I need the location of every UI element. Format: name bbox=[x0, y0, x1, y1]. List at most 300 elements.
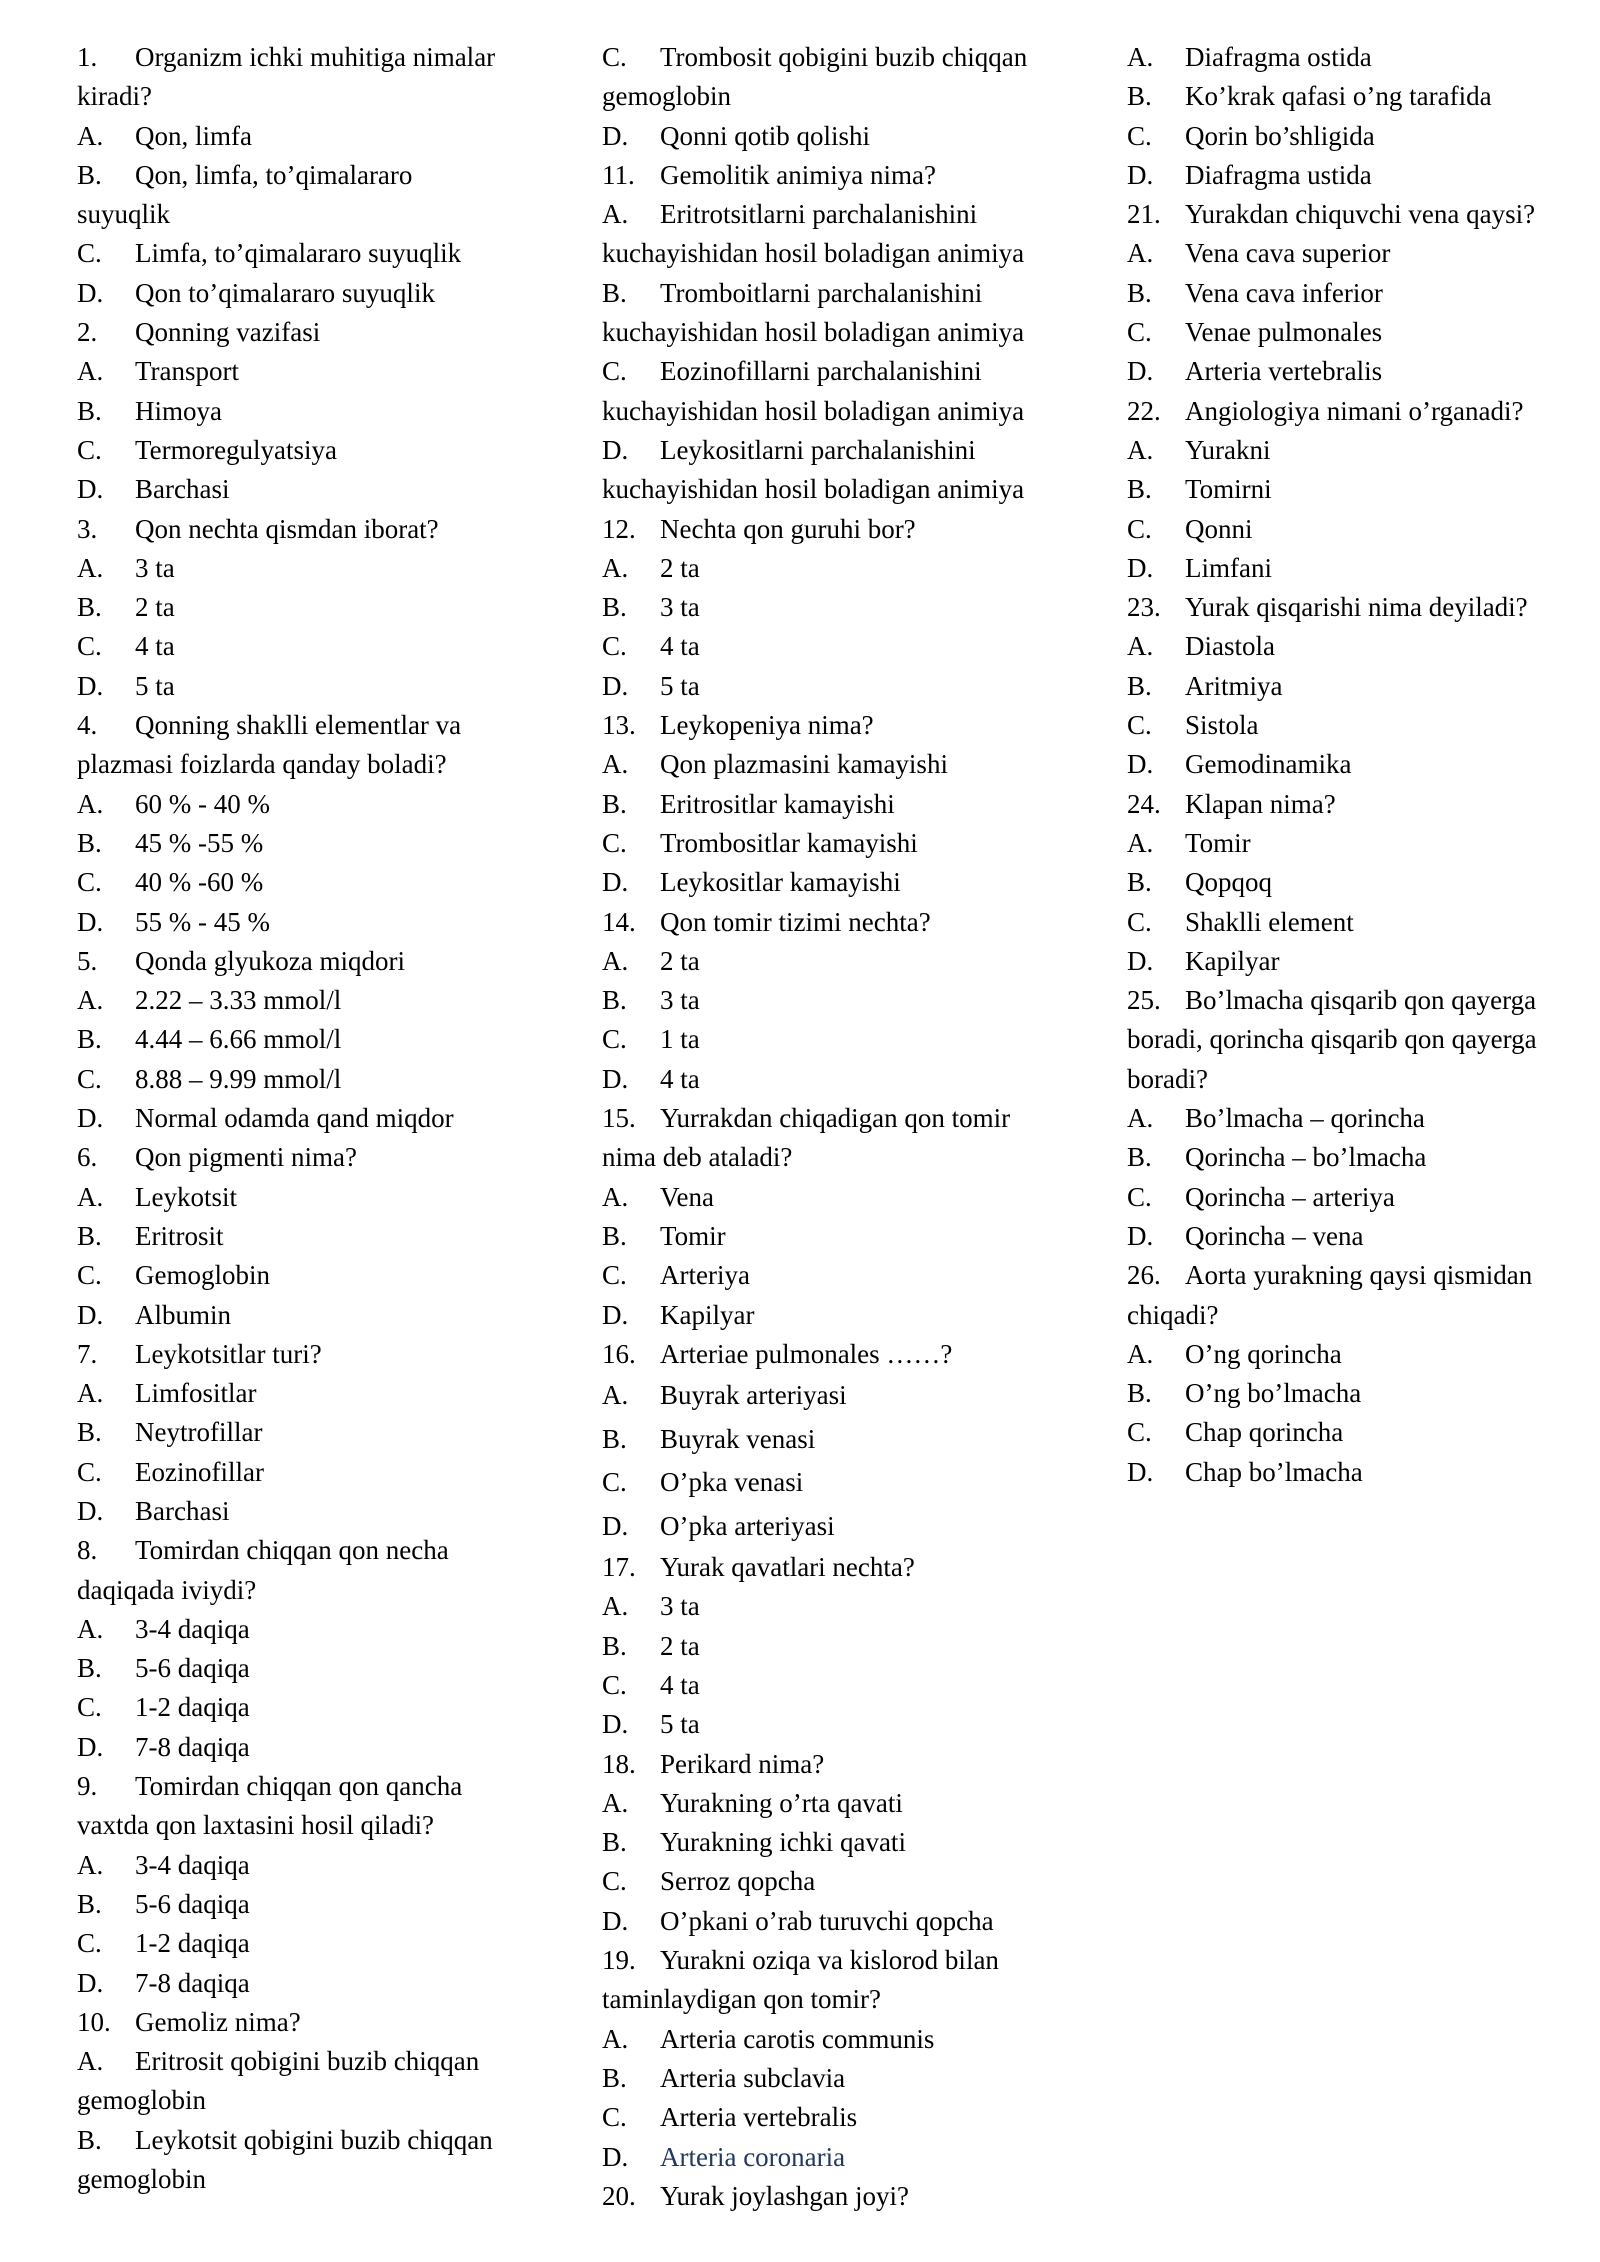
question-line bbox=[602, 903, 1082, 942]
option-text: Arteria vertebralis bbox=[1185, 356, 1383, 387]
option-text: 8.88 – 9.99 mmol/l bbox=[135, 1063, 342, 1094]
option-text: 60 % - 40 % bbox=[135, 788, 270, 819]
question-number: 2. bbox=[77, 317, 98, 348]
continuation-line bbox=[77, 1806, 547, 1845]
answer-option-line bbox=[602, 1784, 1082, 1823]
answer-option-line bbox=[1127, 77, 1589, 116]
question-text: Yurak joylashgan joyi? bbox=[660, 2180, 909, 2211]
answer-option-line bbox=[77, 981, 547, 1020]
question-text: Bo’lmacha qisqarib qon qayerga bbox=[1185, 985, 1537, 1016]
continuation-line bbox=[77, 745, 547, 784]
option-text: 3-4 daqiqa bbox=[135, 1613, 250, 1644]
question-line bbox=[1127, 392, 1589, 431]
answer-option-line bbox=[1127, 706, 1589, 745]
option-letter: B. bbox=[77, 1653, 102, 1684]
question-number: 8. bbox=[77, 1535, 98, 1566]
option-text: Qorincha – bo’lmacha bbox=[1185, 1142, 1427, 1173]
question-text: Yurak qisqarishi nima deyiladi? bbox=[1185, 592, 1528, 623]
question-text: Arteriae pulmonales ……? bbox=[660, 1338, 953, 1369]
option-text: 1 ta bbox=[660, 1024, 700, 1055]
option-text: Vena cava superior bbox=[1185, 238, 1391, 269]
answer-option-line bbox=[77, 549, 547, 588]
answer-option-line bbox=[1127, 352, 1589, 391]
continuation-text: boradi, qorincha qisqarib qon qayerga bbox=[1127, 1024, 1537, 1055]
question-line bbox=[602, 1941, 1082, 1980]
answer-option-line bbox=[602, 352, 1082, 391]
option-text: Sistola bbox=[1185, 710, 1259, 741]
option-text: Tomir bbox=[1185, 827, 1251, 858]
option-letter: C. bbox=[602, 1260, 627, 1291]
question-text: Gemoliz nima? bbox=[135, 2006, 301, 2037]
answer-option-line bbox=[602, 195, 1082, 234]
answer-option-line bbox=[77, 588, 547, 627]
answer-option-line bbox=[602, 2059, 1082, 2098]
continuation-text: suyuqlik bbox=[77, 199, 171, 230]
option-text: Tomir bbox=[660, 1220, 726, 1251]
answer-option-line bbox=[602, 627, 1082, 666]
question-number: 7. bbox=[77, 1338, 98, 1369]
option-letter: B. bbox=[602, 592, 627, 623]
question-number: 21. bbox=[1127, 199, 1161, 230]
option-text: Neytrofillar bbox=[135, 1417, 263, 1448]
answer-option-line bbox=[1127, 863, 1589, 902]
option-text: Qon to’qimalararo suyuqlik bbox=[135, 277, 435, 308]
option-letter: C. bbox=[77, 867, 102, 898]
question-line bbox=[1127, 588, 1589, 627]
option-letter: C. bbox=[602, 631, 627, 662]
question-text: Qon pigmenti nima? bbox=[135, 1142, 357, 1173]
option-letter: B. bbox=[77, 2124, 102, 2155]
answer-option-line bbox=[77, 903, 547, 942]
option-text: Kapilyar bbox=[1185, 945, 1280, 976]
option-text: O’pka venasi bbox=[660, 1467, 804, 1498]
answer-option-line bbox=[77, 470, 547, 509]
answer-option-line bbox=[77, 352, 547, 391]
question-text: Klapan nima? bbox=[1185, 788, 1336, 819]
option-text: 2 ta bbox=[660, 1630, 700, 1661]
question-text: Yurrakdan chiqadigan qon tomir bbox=[660, 1103, 1011, 1134]
option-letter: B. bbox=[602, 1630, 627, 1661]
answer-option-line bbox=[1127, 942, 1589, 981]
question-number: 3. bbox=[77, 513, 98, 544]
option-text: 1-2 daqiqa bbox=[135, 1692, 250, 1723]
option-text: Qon, limfa bbox=[135, 120, 252, 151]
continuation-text: kuchayishidan hosil boladigan animiya bbox=[602, 395, 1025, 426]
answer-option-line bbox=[602, 1587, 1082, 1626]
answer-option-line bbox=[1127, 549, 1589, 588]
option-text: 1-2 daqiqa bbox=[135, 1928, 250, 1959]
answer-option-line bbox=[1127, 1374, 1589, 1413]
option-letter: D. bbox=[1127, 945, 1154, 976]
option-letter: B. bbox=[77, 1888, 102, 1919]
option-text: Limfa, to’qimalararo suyuqlik bbox=[135, 238, 462, 269]
option-letter: C. bbox=[1127, 1181, 1152, 1212]
option-text: Venae pulmonales bbox=[1185, 317, 1383, 348]
answer-option-line bbox=[77, 824, 547, 863]
answer-option-line bbox=[1127, 274, 1589, 313]
option-text: Ko’krak qafasi o’ng tarafida bbox=[1185, 81, 1492, 112]
answer-option-line bbox=[1127, 1217, 1589, 1256]
option-text: Leykositlarni parchalanishini bbox=[660, 434, 976, 465]
option-text: 4 ta bbox=[135, 631, 175, 662]
option-text: Himoya bbox=[135, 395, 222, 426]
option-text: Eritrotsitlarni parchalanishini bbox=[660, 199, 978, 230]
answer-option-line bbox=[602, 1666, 1082, 1705]
question-text: Gemolitik animiya nima? bbox=[660, 159, 936, 190]
answer-option-line bbox=[1127, 627, 1589, 666]
option-text: Arteria vertebralis bbox=[660, 2102, 858, 2133]
continuation-text: vaxtda qon laxtasini hosil qiladi? bbox=[77, 1810, 434, 1841]
option-text: Gemoglobin bbox=[135, 1260, 270, 1291]
option-text: 2 ta bbox=[135, 592, 175, 623]
option-text: Barchasi bbox=[135, 474, 230, 505]
question-line bbox=[77, 706, 547, 745]
answer-option-line bbox=[602, 1627, 1082, 1666]
question-number: 26. bbox=[1127, 1260, 1161, 1291]
answer-option-line bbox=[77, 1492, 547, 1531]
option-letter: C. bbox=[602, 1866, 627, 1897]
option-letter: A. bbox=[602, 1380, 629, 1411]
option-text: Qorincha – arteriya bbox=[1185, 1181, 1395, 1212]
answer-option-line bbox=[602, 38, 1082, 77]
option-letter: A. bbox=[77, 1849, 104, 1880]
option-letter: B. bbox=[77, 395, 102, 426]
option-letter: A. bbox=[1127, 1103, 1154, 1134]
continuation-line bbox=[602, 77, 1082, 116]
option-text: Buyrak venasi bbox=[660, 1423, 816, 1454]
question-line bbox=[77, 1531, 547, 1570]
option-text: O’pka arteriyasi bbox=[660, 1510, 835, 1541]
option-text: Tromboitlarni parchalanishini bbox=[660, 277, 983, 308]
option-letter: A. bbox=[77, 788, 104, 819]
answer-option-line bbox=[602, 1418, 1082, 1462]
option-letter: A. bbox=[1127, 42, 1154, 72]
option-text: 4 ta bbox=[660, 1063, 700, 1094]
option-letter: D. bbox=[602, 1709, 629, 1740]
option-text: 3 ta bbox=[660, 1591, 700, 1622]
answer-option-line bbox=[602, 274, 1082, 313]
answer-option-line bbox=[77, 117, 547, 156]
question-text: Tomirdan chiqqan qon qancha bbox=[135, 1771, 463, 1802]
option-letter: A. bbox=[1127, 238, 1154, 269]
answer-option-line bbox=[77, 2121, 547, 2160]
answer-option-line bbox=[1127, 1178, 1589, 1217]
answer-option-line bbox=[602, 863, 1082, 902]
option-text: O’ng qorincha bbox=[1185, 1338, 1342, 1369]
continuation-text: gemoglobin bbox=[77, 2164, 206, 2195]
option-letter: B. bbox=[602, 1423, 627, 1454]
answer-option-line bbox=[602, 1862, 1082, 1901]
question-line bbox=[602, 1745, 1082, 1784]
answer-option-line bbox=[77, 2042, 547, 2081]
option-text: Leykotsit bbox=[135, 1181, 237, 1212]
option-letter: B. bbox=[602, 1220, 627, 1251]
option-letter: B. bbox=[602, 277, 627, 308]
option-letter: D. bbox=[602, 867, 629, 898]
option-text: Serroz qopcha bbox=[660, 1866, 816, 1897]
answer-option-line bbox=[1127, 745, 1589, 784]
option-letter: D. bbox=[602, 1299, 629, 1330]
continuation-line bbox=[602, 392, 1082, 431]
option-letter: A. bbox=[602, 945, 629, 976]
option-text: Yurakning o’rta qavati bbox=[660, 1787, 903, 1818]
option-text: Qonni bbox=[1185, 513, 1253, 544]
option-letter: D. bbox=[77, 1299, 104, 1330]
option-letter: A. bbox=[77, 1181, 104, 1212]
option-letter: C. bbox=[1127, 317, 1152, 348]
option-letter: C. bbox=[77, 434, 102, 465]
question-text: Yurakdan chiquvchi vena qaysi? bbox=[1185, 199, 1536, 230]
question-line bbox=[1127, 981, 1589, 1020]
answer-option-line bbox=[602, 942, 1082, 981]
option-text: 2 ta bbox=[660, 945, 700, 976]
question-number: 10. bbox=[77, 2006, 111, 2037]
answer-option-line bbox=[1127, 903, 1589, 942]
answer-option-line bbox=[77, 1610, 547, 1649]
question-number: 25. bbox=[1127, 985, 1161, 1016]
option-text: Diafragma ustida bbox=[1185, 159, 1372, 190]
option-letter: A. bbox=[77, 356, 104, 387]
option-letter: B. bbox=[1127, 867, 1152, 898]
option-letter: A. bbox=[602, 199, 629, 230]
column-1 bbox=[77, 38, 547, 2199]
option-text: Limfani bbox=[1185, 552, 1272, 583]
option-letter: C. bbox=[1127, 1417, 1152, 1448]
option-letter: C. bbox=[77, 1456, 102, 1487]
option-letter: A. bbox=[77, 120, 104, 151]
question-line bbox=[77, 1767, 547, 1806]
answer-option-line bbox=[602, 745, 1082, 784]
question-number: 6. bbox=[77, 1142, 98, 1173]
continuation-text: kuchayishidan hosil boladigan animiya bbox=[602, 238, 1025, 269]
option-text: Termoregulyatsiya bbox=[135, 434, 338, 465]
continuation-line bbox=[1127, 1020, 1589, 1059]
option-text: Limfositlar bbox=[135, 1378, 257, 1409]
answer-option-line bbox=[602, 824, 1082, 863]
answer-option-line bbox=[602, 1505, 1082, 1549]
option-text: Barchasi bbox=[135, 1495, 230, 1526]
answer-option-line bbox=[1127, 824, 1589, 863]
answer-option-line bbox=[77, 1296, 547, 1335]
option-letter: A. bbox=[77, 2046, 104, 2077]
option-text: Diafragma ostida bbox=[1185, 42, 1372, 72]
option-text: 4.44 – 6.66 mmol/l bbox=[135, 1024, 342, 1055]
option-text: 3 ta bbox=[660, 592, 700, 623]
option-letter: A. bbox=[602, 1787, 629, 1818]
option-letter: B. bbox=[77, 1024, 102, 1055]
question-text: Nechta qon guruhi bor? bbox=[660, 513, 916, 544]
option-text: 55 % - 45 % bbox=[135, 906, 270, 937]
question-text: Perikard nima? bbox=[660, 1748, 825, 1779]
option-text: 2.22 – 3.33 mmol/l bbox=[135, 985, 342, 1016]
answer-option-line bbox=[602, 1178, 1082, 1217]
option-text: Eozinofillarni parchalanishini bbox=[660, 356, 982, 387]
column-3 bbox=[1127, 38, 1589, 1492]
option-letter: D. bbox=[1127, 1220, 1154, 1251]
answer-option-line bbox=[1127, 1335, 1589, 1374]
answer-option-line bbox=[77, 156, 547, 195]
option-text: Buyrak arteriyasi bbox=[660, 1380, 847, 1411]
option-text: 4 ta bbox=[660, 631, 700, 662]
option-letter: C. bbox=[77, 1928, 102, 1959]
answer-option-line bbox=[602, 1823, 1082, 1862]
option-letter: C. bbox=[1127, 120, 1152, 151]
answer-option-line bbox=[602, 1461, 1082, 1505]
option-letter: A. bbox=[602, 552, 629, 583]
option-letter: B. bbox=[1127, 474, 1152, 505]
question-number: 16. bbox=[602, 1338, 636, 1369]
option-text: 7-8 daqiqa bbox=[135, 1731, 250, 1762]
answer-option-line bbox=[77, 863, 547, 902]
option-text: Transport bbox=[135, 356, 240, 387]
answer-option-line bbox=[77, 1846, 547, 1885]
option-text: 5-6 daqiqa bbox=[135, 1653, 250, 1684]
continuation-line bbox=[602, 313, 1082, 352]
answer-option-line bbox=[1127, 117, 1589, 156]
question-line bbox=[77, 38, 547, 77]
option-text: Vena cava inferior bbox=[1185, 277, 1383, 308]
option-text: Eozinofillar bbox=[135, 1456, 264, 1487]
answer-option-line bbox=[1127, 1099, 1589, 1138]
answer-option-line bbox=[77, 1256, 547, 1295]
answer-option-line bbox=[602, 981, 1082, 1020]
option-letter: B. bbox=[77, 1220, 102, 1251]
question-number: 5. bbox=[77, 945, 98, 976]
continuation-text: kiradi? bbox=[77, 81, 152, 112]
question-number: 23. bbox=[1127, 592, 1161, 623]
option-letter: C. bbox=[602, 1024, 627, 1055]
continuation-text: kuchayishidan hosil boladigan animiya bbox=[602, 317, 1025, 348]
option-text: Leykotsit qobigini buzib chiqqan bbox=[135, 2124, 493, 2155]
question-text: Qonda glyukoza miqdori bbox=[135, 945, 405, 976]
option-text: Diastola bbox=[1185, 631, 1275, 662]
continuation-line bbox=[1127, 1060, 1589, 1099]
option-letter: C. bbox=[602, 1669, 627, 1700]
continuation-line bbox=[77, 77, 547, 116]
option-text: Tomirni bbox=[1185, 474, 1272, 505]
option-letter: C. bbox=[602, 1467, 627, 1498]
option-letter: C. bbox=[1127, 513, 1152, 544]
option-letter: D. bbox=[77, 670, 104, 701]
question-line bbox=[602, 156, 1082, 195]
option-text: 40 % -60 % bbox=[135, 867, 264, 898]
option-text: 7-8 daqiqa bbox=[135, 1967, 250, 1998]
option-letter: A. bbox=[1127, 434, 1154, 465]
question-number: 22. bbox=[1127, 395, 1161, 426]
option-text: Trombosit qobigini buzib chiqqan bbox=[660, 42, 1028, 72]
continuation-line bbox=[77, 2160, 547, 2199]
option-letter: C. bbox=[602, 827, 627, 858]
option-letter: D. bbox=[602, 120, 629, 151]
answer-option-line bbox=[602, 117, 1082, 156]
option-letter: A. bbox=[1127, 827, 1154, 858]
question-text: Qon tomir tizimi nechta? bbox=[660, 906, 931, 937]
answer-option-line bbox=[602, 549, 1082, 588]
answer-option-line bbox=[1127, 313, 1589, 352]
question-line bbox=[77, 510, 547, 549]
question-number: 13. bbox=[602, 710, 636, 741]
option-letter: A. bbox=[1127, 1338, 1154, 1369]
option-text: Qorin bo’shligida bbox=[1185, 120, 1375, 151]
option-text: 5 ta bbox=[660, 670, 700, 701]
answer-option-line bbox=[77, 785, 547, 824]
answer-option-line bbox=[77, 1413, 547, 1452]
option-letter: D. bbox=[1127, 749, 1154, 780]
option-letter: D. bbox=[602, 1905, 629, 1936]
option-letter: D. bbox=[77, 277, 104, 308]
question-number: 12. bbox=[602, 513, 636, 544]
continuation-text: kuchayishidan hosil boladigan animiya bbox=[602, 474, 1025, 505]
answer-option-line bbox=[77, 1453, 547, 1492]
continuation-text: nima deb ataladi? bbox=[602, 1142, 793, 1173]
option-letter: D. bbox=[602, 2141, 629, 2172]
question-number: 1. bbox=[77, 42, 98, 72]
option-letter: A. bbox=[77, 985, 104, 1016]
option-text: Gemodinamika bbox=[1185, 749, 1352, 780]
option-text: Trombositlar kamayishi bbox=[660, 827, 918, 858]
question-number: 14. bbox=[602, 906, 636, 937]
option-letter: D. bbox=[77, 1103, 104, 1134]
option-letter: D. bbox=[77, 474, 104, 505]
answer-option-line bbox=[602, 2138, 1082, 2177]
option-text: Albumin bbox=[135, 1299, 232, 1330]
answer-option-line bbox=[77, 1964, 547, 2003]
continuation-text: gemoglobin bbox=[602, 81, 731, 112]
question-line bbox=[77, 313, 547, 352]
option-text: 3 ta bbox=[135, 552, 175, 583]
question-text: Angiologiya nimani o’rganadi? bbox=[1185, 395, 1524, 426]
continuation-text: gemoglobin bbox=[77, 2085, 206, 2116]
option-letter: B. bbox=[602, 985, 627, 1016]
option-letter: B. bbox=[602, 788, 627, 819]
option-text: Yurakni bbox=[1185, 434, 1271, 465]
option-text: Qonni qotib qolishi bbox=[660, 120, 871, 151]
option-letter: D. bbox=[1127, 1456, 1154, 1487]
option-letter: A. bbox=[602, 749, 629, 780]
answer-option-line bbox=[602, 1020, 1082, 1059]
answer-option-line bbox=[77, 1885, 547, 1924]
option-letter: B. bbox=[77, 159, 102, 190]
option-text: 3-4 daqiqa bbox=[135, 1849, 250, 1880]
answer-option-line bbox=[602, 588, 1082, 627]
continuation-line bbox=[602, 1138, 1082, 1177]
option-text: Aritmiya bbox=[1185, 670, 1283, 701]
option-letter: D. bbox=[602, 1063, 629, 1094]
option-letter: C. bbox=[77, 238, 102, 269]
option-letter: D. bbox=[602, 670, 629, 701]
question-line bbox=[602, 2177, 1082, 2216]
option-text: 45 % -55 % bbox=[135, 827, 264, 858]
answer-option-line bbox=[77, 1374, 547, 1413]
continuation-line bbox=[602, 470, 1082, 509]
question-line bbox=[602, 1335, 1082, 1374]
continuation-line bbox=[77, 1571, 547, 1610]
question-text: Qonning shaklli elementlar va bbox=[135, 710, 462, 741]
option-text: Bo’lmacha – qorincha bbox=[1185, 1103, 1425, 1134]
continuation-text: taminlaydigan qon tomir? bbox=[602, 1984, 881, 2015]
question-text: Organizm ichki muhitiga nimalar bbox=[135, 42, 496, 72]
answer-option-line bbox=[602, 1374, 1082, 1418]
question-number: 15. bbox=[602, 1103, 636, 1134]
option-text: 5 ta bbox=[135, 670, 175, 701]
answer-option-line bbox=[1127, 1413, 1589, 1452]
answer-option-line bbox=[77, 431, 547, 470]
answer-option-line bbox=[77, 392, 547, 431]
answer-option-line bbox=[77, 1728, 547, 1767]
option-text: Qorincha – vena bbox=[1185, 1220, 1364, 1251]
option-text: Kapilyar bbox=[660, 1299, 755, 1330]
question-line bbox=[602, 706, 1082, 745]
